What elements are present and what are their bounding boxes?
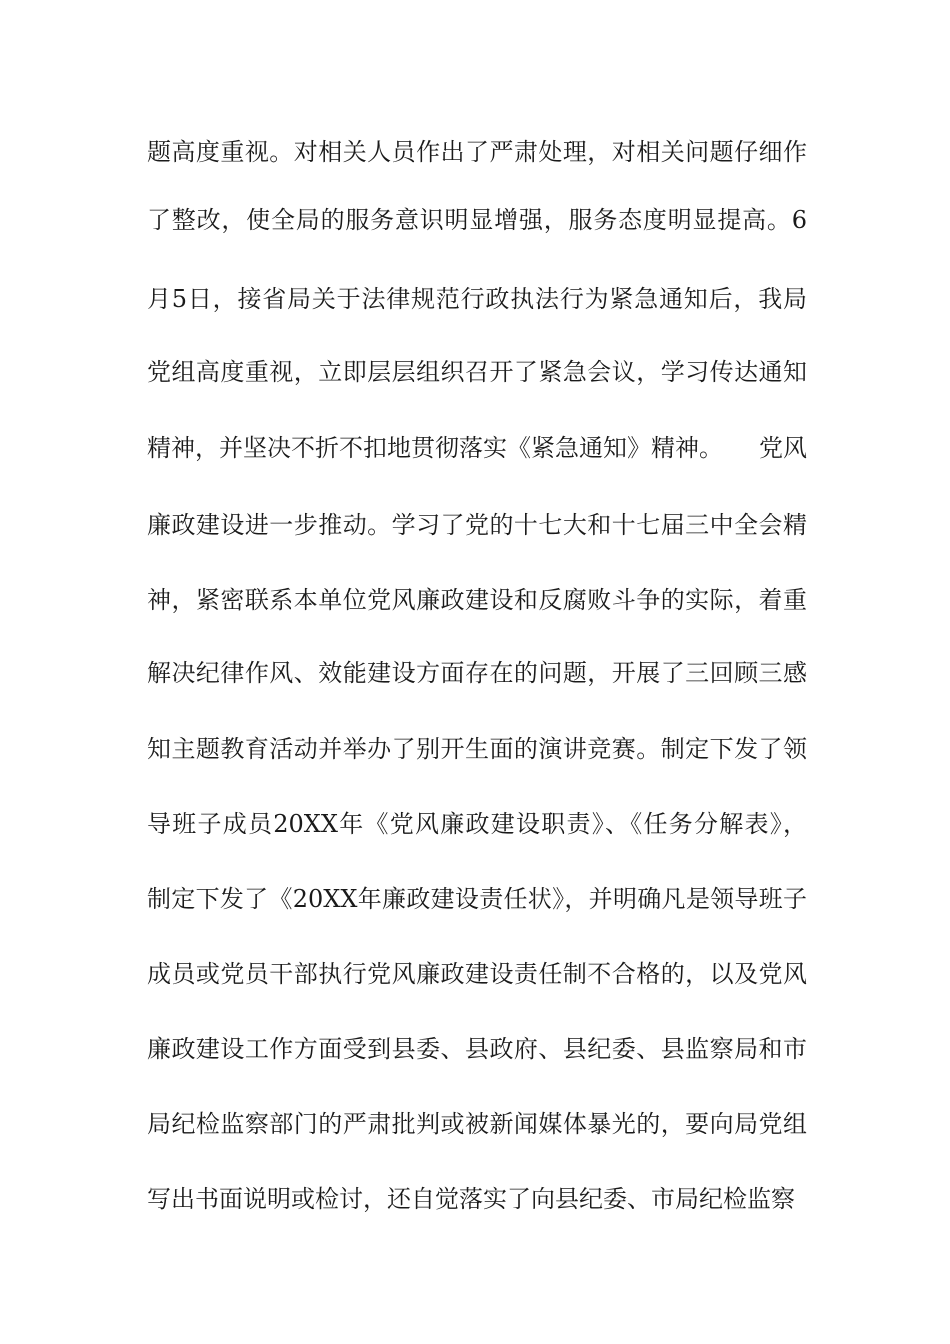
body-text-line-12: 成员或党员干部执行党风廉政建设责任制不合格的，以及党风	[147, 960, 807, 988]
body-text-line-11: 制定下发了《20XX年廉政建设责任状》，并明确凡是领导班子	[147, 885, 807, 913]
body-text-line-4: 党组高度重视，立即层层组织召开了紧急会议，学习传达通知	[147, 358, 807, 386]
body-text-line-6: 廉政建设进一步推动。学习了党的十七大和十七届三中全会精	[147, 511, 807, 539]
body-text-line-1: 题高度重视。对相关人员作出了严肃处理，对相关问题仔细作	[147, 138, 807, 166]
body-text-line-9: 知主题教育活动并举办了别开生面的演讲竞赛。制定下发了领	[147, 735, 807, 763]
body-text-line-14: 局纪检监察部门的严肃批判或被新闻媒体暴光的，要向局党组	[147, 1110, 807, 1138]
body-text-line-7: 神，紧密联系本单位党风廉政建设和反腐败斗争的实际，着重	[147, 586, 807, 614]
body-text-line-2: 了整改，使全局的服务意识明显增强，服务态度明显提高。6	[147, 206, 807, 234]
body-text-line-5: 精神，并坚决不折不扣地贯彻落实《紧急通知》精神。 党风	[147, 434, 807, 462]
body-text-line-10: 导班子成员20XX年《党风廉政建设职责》、《任务分解表》，	[147, 810, 807, 838]
body-text-line-13: 廉政建设工作方面受到县委、县政府、县纪委、县监察局和市	[147, 1035, 807, 1063]
body-text-line-15: 写出书面说明或检讨，还自觉落实了向县纪委、市局纪检监察	[147, 1185, 795, 1213]
body-text-line-3: 月5日，接省局关于法律规范行政执法行为紧急通知后，我局	[147, 285, 807, 313]
body-text-line-8: 解决纪律作风、效能建设方面存在的问题，开展了三回顾三感	[147, 659, 807, 687]
